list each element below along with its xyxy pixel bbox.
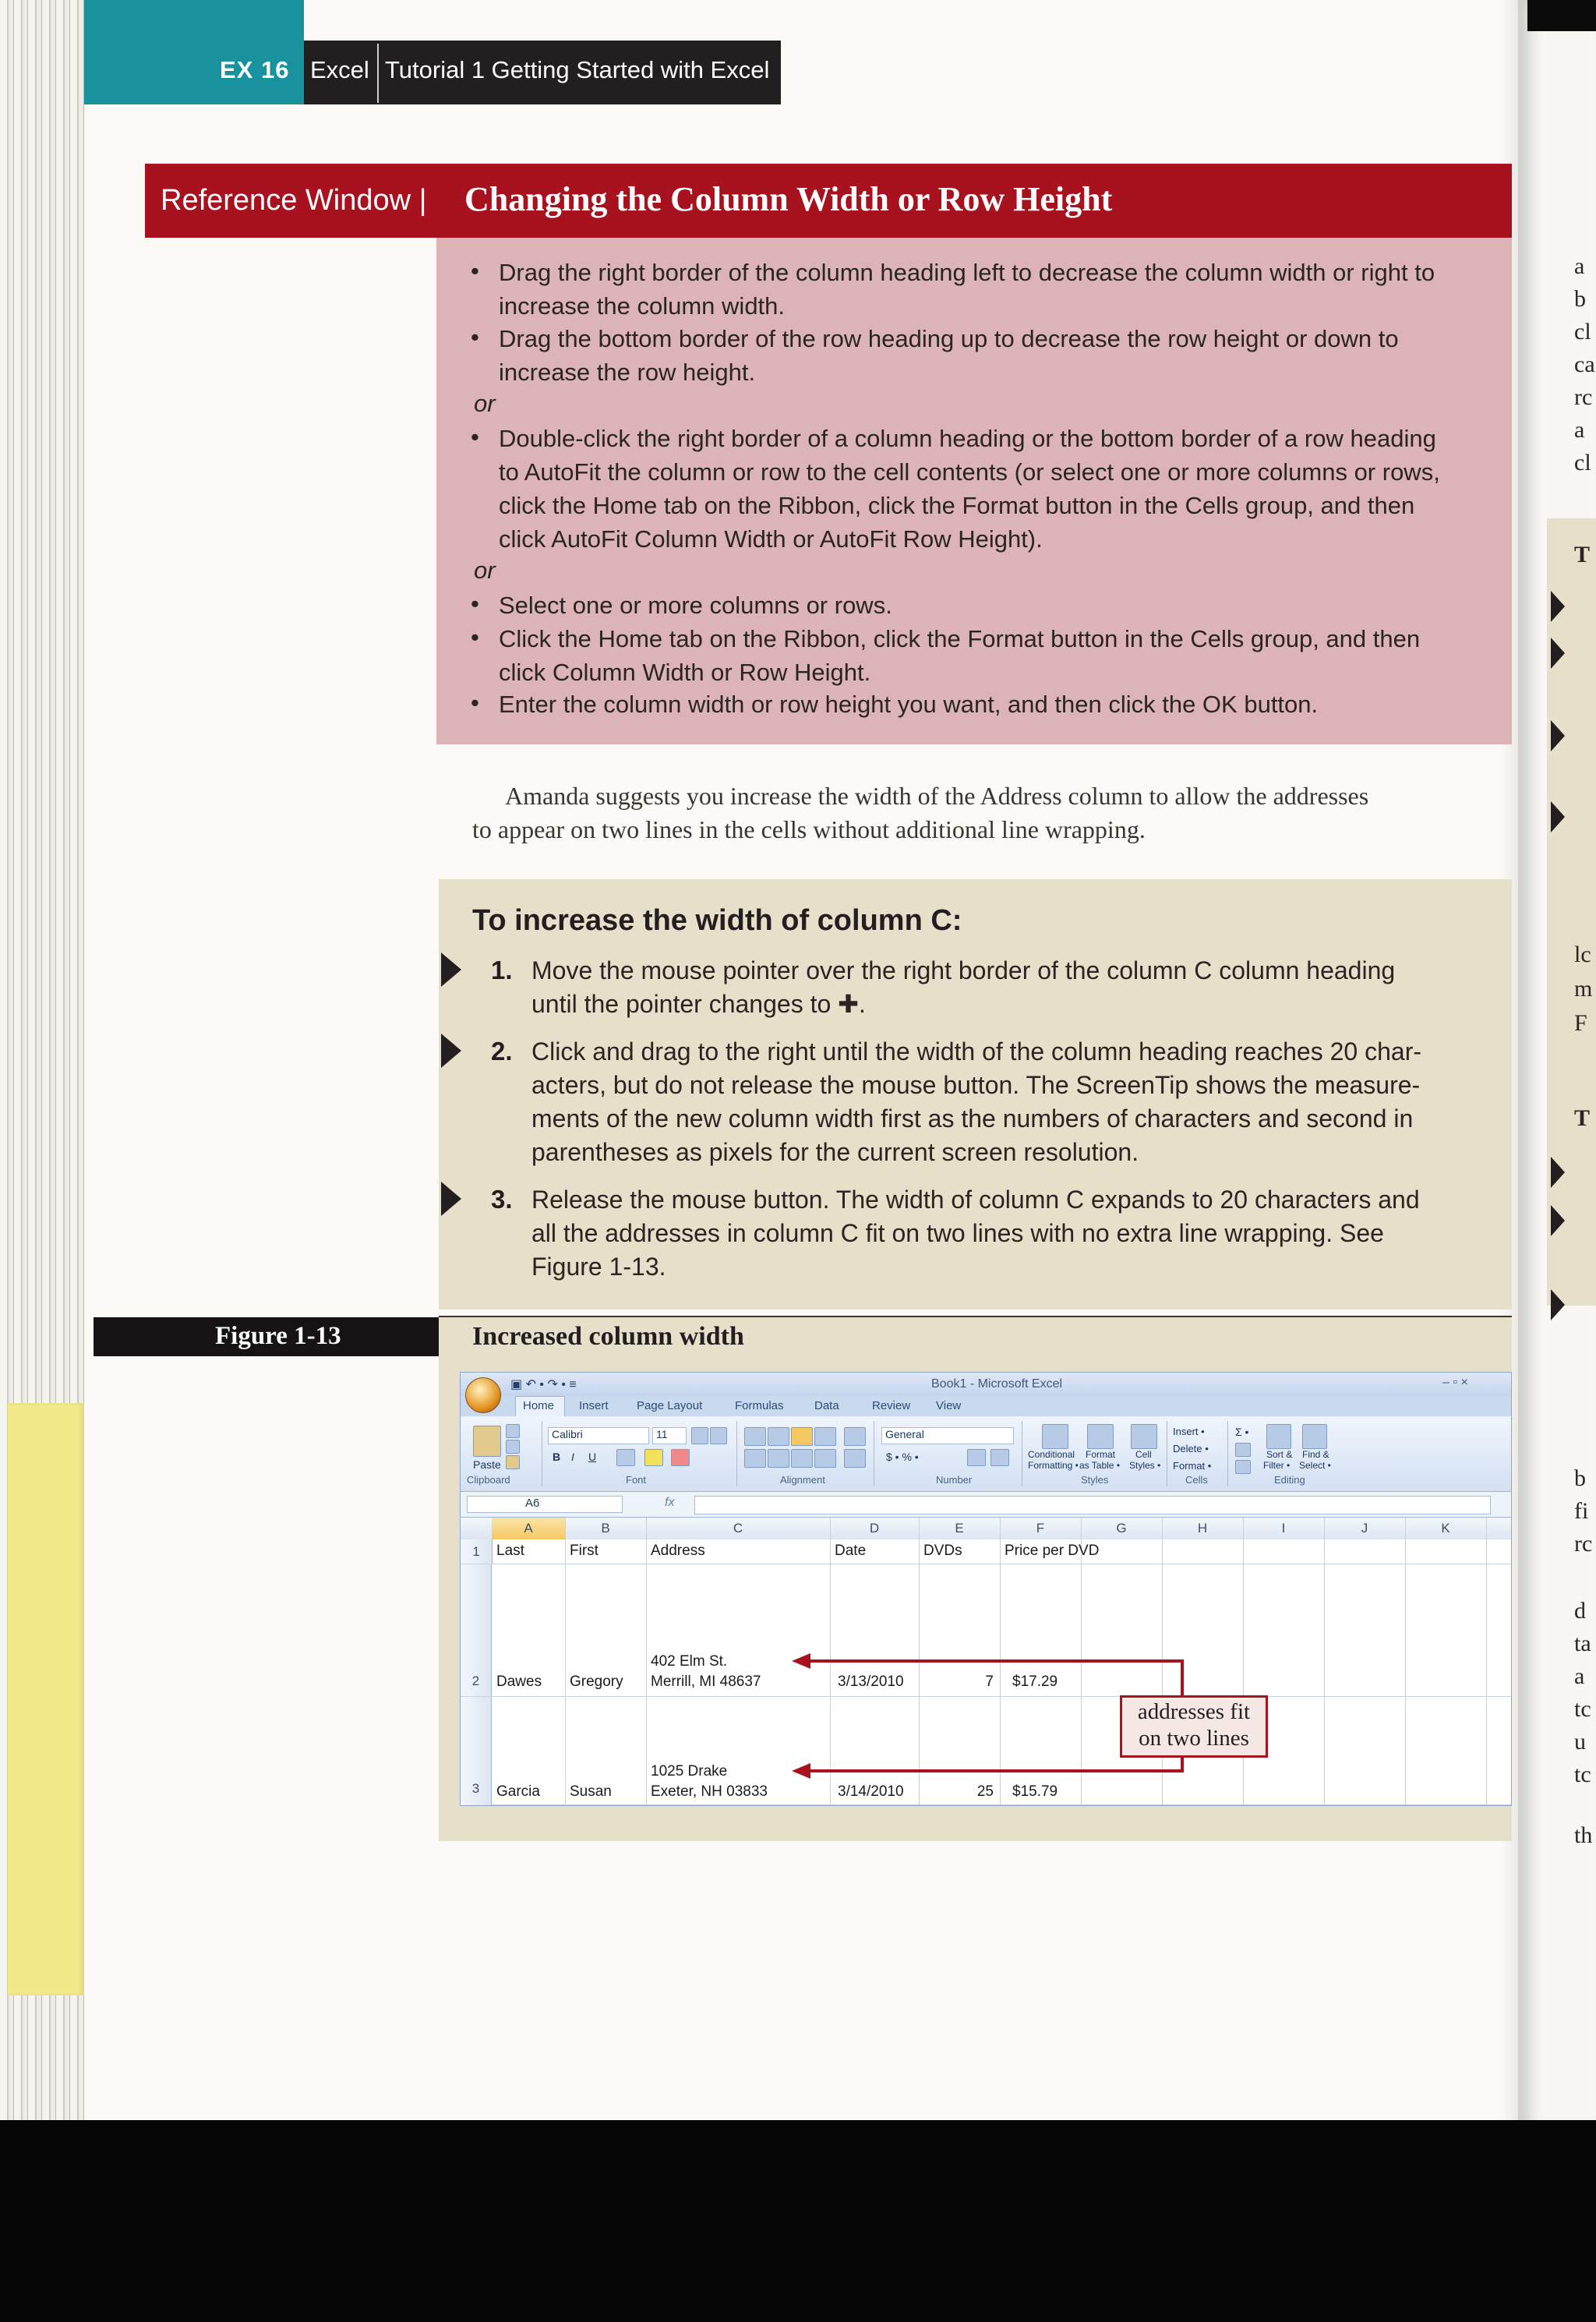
header-app-name: Excel (310, 56, 369, 83)
conditional-formatting-label[interactable]: Conditional (1028, 1449, 1075, 1460)
row-header-1[interactable]: 1 (461, 1539, 493, 1564)
facing-page-text: d (1574, 1598, 1586, 1624)
bold-button[interactable]: B (553, 1451, 561, 1463)
reference-line: increase the row height. (499, 359, 756, 386)
step-line: Move the mouse pointer over the right border of the column C column heading (531, 956, 1396, 984)
callout-text: on two lines (1139, 1726, 1249, 1751)
facing-page-text: a (1574, 253, 1585, 279)
facing-page-text: lc (1574, 942, 1591, 967)
facing-page-text: cl (1574, 319, 1591, 345)
facing-page-text: cl (1574, 450, 1591, 475)
step-line: ments of the new column width first as the numbers of characters and second in (531, 1104, 1414, 1133)
facing-page-text: a (1574, 417, 1585, 443)
column-header-a[interactable]: A (524, 1521, 533, 1536)
facing-page-text: T (1574, 1105, 1591, 1131)
bullet-icon: • (471, 423, 479, 451)
sort-filter-label[interactable]: Filter • (1263, 1460, 1291, 1471)
cell-c3-line2[interactable]: Exeter, NH 03833 (651, 1783, 768, 1800)
facing-arrow-icon (1551, 1289, 1565, 1320)
cell-d2[interactable]: 3/13/2010 (838, 1673, 904, 1690)
facing-page-text: m (1574, 976, 1593, 1002)
format-cells-button[interactable]: Format • (1173, 1460, 1212, 1472)
cell-e2[interactable]: 7 (985, 1673, 994, 1690)
facing-arrow-icon (1551, 1157, 1565, 1188)
figure-title: Increased column width (472, 1322, 744, 1351)
tab-review[interactable]: Review (872, 1399, 911, 1412)
cell-f1[interactable]: Price per DVD (1005, 1543, 1100, 1559)
quick-access-toolbar[interactable]: ▣ ↶ • ↷ • ≡ (510, 1378, 577, 1391)
insert-function-icon[interactable]: fx (665, 1496, 675, 1509)
paragraph-line: Amanda suggests you increase the width of the Address column to allow the addresses (505, 782, 1369, 810)
autosum-button[interactable]: Σ • (1235, 1426, 1249, 1438)
conditional-formatting-label[interactable]: Formatting • (1028, 1460, 1079, 1471)
tab-home[interactable]: Home (523, 1399, 555, 1412)
facing-page-text: ca (1574, 352, 1595, 377)
column-header-j[interactable]: J (1361, 1521, 1368, 1536)
step-line: Click and drag to the right until the width of the column heading reaches 20 char- (531, 1037, 1421, 1066)
cell-c3-line1[interactable]: 1025 Drake (651, 1763, 728, 1779)
font-size-select[interactable]: 11 (652, 1427, 687, 1444)
step-line: all the addresses in column C fit on two lines with no extra line wrapping. See (531, 1219, 1384, 1247)
facing-arrow-icon (1551, 638, 1565, 669)
bullet-icon: • (471, 323, 479, 351)
delete-cells-button[interactable]: Delete • (1173, 1443, 1209, 1454)
name-box[interactable]: A6 (467, 1496, 623, 1513)
column-header-c[interactable]: C (733, 1521, 743, 1536)
facing-page-text: fi (1574, 1498, 1589, 1524)
tab-view[interactable]: View (936, 1399, 962, 1412)
facing-page-text: rc (1574, 1531, 1593, 1557)
group-label-cells: Cells (1185, 1474, 1208, 1486)
reference-line: click the Home tab on the Ribbon, click the Format button in the Cells group, and then (499, 492, 1415, 519)
column-header-f[interactable]: F (1036, 1521, 1045, 1536)
step-line: parentheses as pixels for the current screen resolution. (531, 1138, 1139, 1166)
tab-page-layout[interactable]: Page Layout (637, 1399, 703, 1412)
step-line: until the pointer changes to ✚. (531, 990, 866, 1018)
cell-a1[interactable]: Last (496, 1543, 524, 1559)
facing-page-text: a (1574, 1663, 1585, 1689)
cell-e1[interactable]: DVDs (923, 1543, 962, 1559)
facing-page-text: tc (1574, 1762, 1591, 1787)
sort-filter-label[interactable]: Sort & (1266, 1449, 1293, 1460)
tab-insert[interactable]: Insert (579, 1399, 609, 1412)
group-label-editing: Editing (1274, 1474, 1305, 1486)
facing-page-text: T (1574, 542, 1591, 567)
format-as-table-label[interactable]: as Table • (1079, 1460, 1121, 1471)
reference-line: Select one or more columns or rows. (499, 592, 892, 619)
find-select-label[interactable]: Select • (1299, 1460, 1331, 1471)
cell-styles-label[interactable]: Cell (1135, 1449, 1152, 1460)
figure-label: Figure 1-13 (215, 1322, 341, 1350)
facing-page-text: ta (1574, 1631, 1591, 1656)
reference-window-title: Changing the Column Width or Row Height (464, 180, 1113, 218)
find-select-label[interactable]: Find & (1302, 1449, 1329, 1460)
row-header-3[interactable]: 3 (461, 1697, 492, 1805)
reference-line: to AutoFit the column or row to the cell contents (or select one or more columns or rows, (499, 458, 1440, 486)
cell-f3[interactable]: $15.79 (1012, 1783, 1058, 1800)
tab-formulas[interactable]: Formulas (735, 1399, 784, 1412)
tab-data[interactable]: Data (814, 1399, 839, 1412)
facing-arrow-icon (1551, 720, 1565, 751)
italic-button[interactable]: I (571, 1451, 574, 1463)
paste-label[interactable]: Paste (473, 1458, 501, 1471)
step-line: Figure 1-13. (531, 1253, 666, 1281)
paragraph-line: to appear on two lines in the cells without additional line wrapping. (472, 815, 1146, 843)
cell-c1[interactable]: Address (651, 1543, 705, 1559)
cell-d1[interactable]: Date (835, 1543, 867, 1559)
column-header-e[interactable]: E (955, 1521, 964, 1536)
group-label-alignment: Alignment (780, 1474, 825, 1486)
steps-title: To increase the width of column C: (472, 904, 962, 937)
cell-b2[interactable]: Gregory (570, 1673, 623, 1690)
cell-d3[interactable]: 3/14/2010 (838, 1783, 904, 1800)
facing-page-text: F (1574, 1010, 1587, 1036)
callout-arrowhead (792, 1763, 810, 1779)
window-controls[interactable]: – ▫ × (1442, 1376, 1468, 1389)
reference-or: or (474, 390, 496, 417)
facing-arrow-icon (1551, 801, 1565, 832)
facing-arrow-icon (1551, 1205, 1565, 1236)
reference-line: click Column Width or Row Height. (499, 659, 871, 686)
reference-line: click AutoFit Column Width or AutoFit Row Height). (499, 525, 1043, 553)
column-header-g[interactable]: G (1116, 1521, 1127, 1536)
cell-a3[interactable]: Garcia (496, 1783, 540, 1800)
group-label-styles: Styles (1081, 1474, 1109, 1486)
facing-page-text: th (1574, 1822, 1593, 1848)
reference-line: Click the Home tab on the Ribbon, click the Format button in the Cells group, and then (499, 625, 1421, 652)
step-line: Release the mouse button. The width of column C expands to 20 characters and (531, 1186, 1420, 1214)
facing-page-text: b (1574, 286, 1586, 312)
step-line: acters, but do not release the mouse button. The ScreenTip shows the measure- (531, 1071, 1421, 1099)
row-header-2[interactable]: 2 (461, 1564, 492, 1696)
reference-line: Drag the right border of the column heading left to decrease the column width or right to (499, 259, 1435, 286)
reference-line: increase the column width. (499, 292, 786, 320)
insert-cells-button[interactable]: Insert • (1173, 1426, 1205, 1437)
reference-line: Enter the column width or row height you want, and then click the OK button. (499, 691, 1319, 718)
column-header-k[interactable]: K (1441, 1521, 1450, 1536)
facing-page-text: b (1574, 1465, 1586, 1491)
page-number: EX 16 (220, 56, 290, 83)
column-header-i[interactable]: I (1281, 1521, 1286, 1536)
cell-c2-line2[interactable]: Merrill, MI 48637 (651, 1673, 761, 1690)
cell-b1[interactable]: First (570, 1543, 598, 1559)
column-header-d[interactable]: D (869, 1521, 880, 1536)
reference-window-label: Reference Window | (161, 184, 427, 217)
callout-arrowhead (792, 1653, 810, 1669)
step-number: 1. (491, 956, 513, 984)
facing-arrow-icon (1551, 591, 1565, 622)
excel-window-title: Book1 - Microsoft Excel (931, 1377, 1063, 1391)
cell-f2[interactable]: $17.29 (1012, 1673, 1058, 1690)
facing-page-text: tc (1574, 1696, 1591, 1722)
bullet-icon: • (471, 257, 479, 285)
callout-arrow-line (803, 1661, 1182, 1672)
header-tutorial-title: Tutorial 1 Getting Started with Excel (385, 56, 770, 83)
cell-e3[interactable]: 25 (976, 1783, 994, 1800)
format-as-table-label[interactable]: Format (1086, 1449, 1116, 1460)
group-label-number: Number (936, 1474, 973, 1486)
number-format-select[interactable]: General (881, 1427, 1014, 1444)
background-bottom (0, 2120, 1596, 2322)
group-label-font: Font (626, 1474, 647, 1486)
cell-b3[interactable]: Susan (570, 1783, 612, 1800)
group-label-clipboard: Clipboard (467, 1474, 510, 1486)
reference-or: or (474, 557, 496, 584)
bullet-icon: • (471, 624, 479, 651)
cell-a2[interactable]: Dawes (496, 1673, 542, 1690)
cell-c2-line1[interactable]: 402 Elm St. (651, 1653, 728, 1670)
step-number: 2. (491, 1037, 513, 1066)
bullet-icon: • (471, 590, 479, 617)
callout-arrow-line (803, 1758, 1182, 1771)
font-name-select[interactable]: Calibri (548, 1427, 649, 1444)
facing-page-text: u (1574, 1729, 1586, 1755)
reference-line: Double-click the right border of a column heading or the bottom border of a row heading (499, 425, 1436, 452)
bullet-icon: • (471, 689, 479, 716)
facing-page-text: rc (1574, 384, 1593, 410)
underline-button[interactable]: U (588, 1451, 597, 1463)
currency-percent-buttons[interactable]: $ • % • (886, 1451, 919, 1463)
column-header-h[interactable]: H (1197, 1521, 1208, 1536)
callout-text: addresses fit (1137, 1699, 1251, 1724)
reference-line: Drag the bottom border of the row heading up to decrease the row height or down to (499, 325, 1399, 352)
cell-styles-label[interactable]: Styles • (1129, 1460, 1161, 1471)
step-number: 3. (491, 1185, 513, 1214)
column-header-b[interactable]: B (601, 1521, 610, 1536)
